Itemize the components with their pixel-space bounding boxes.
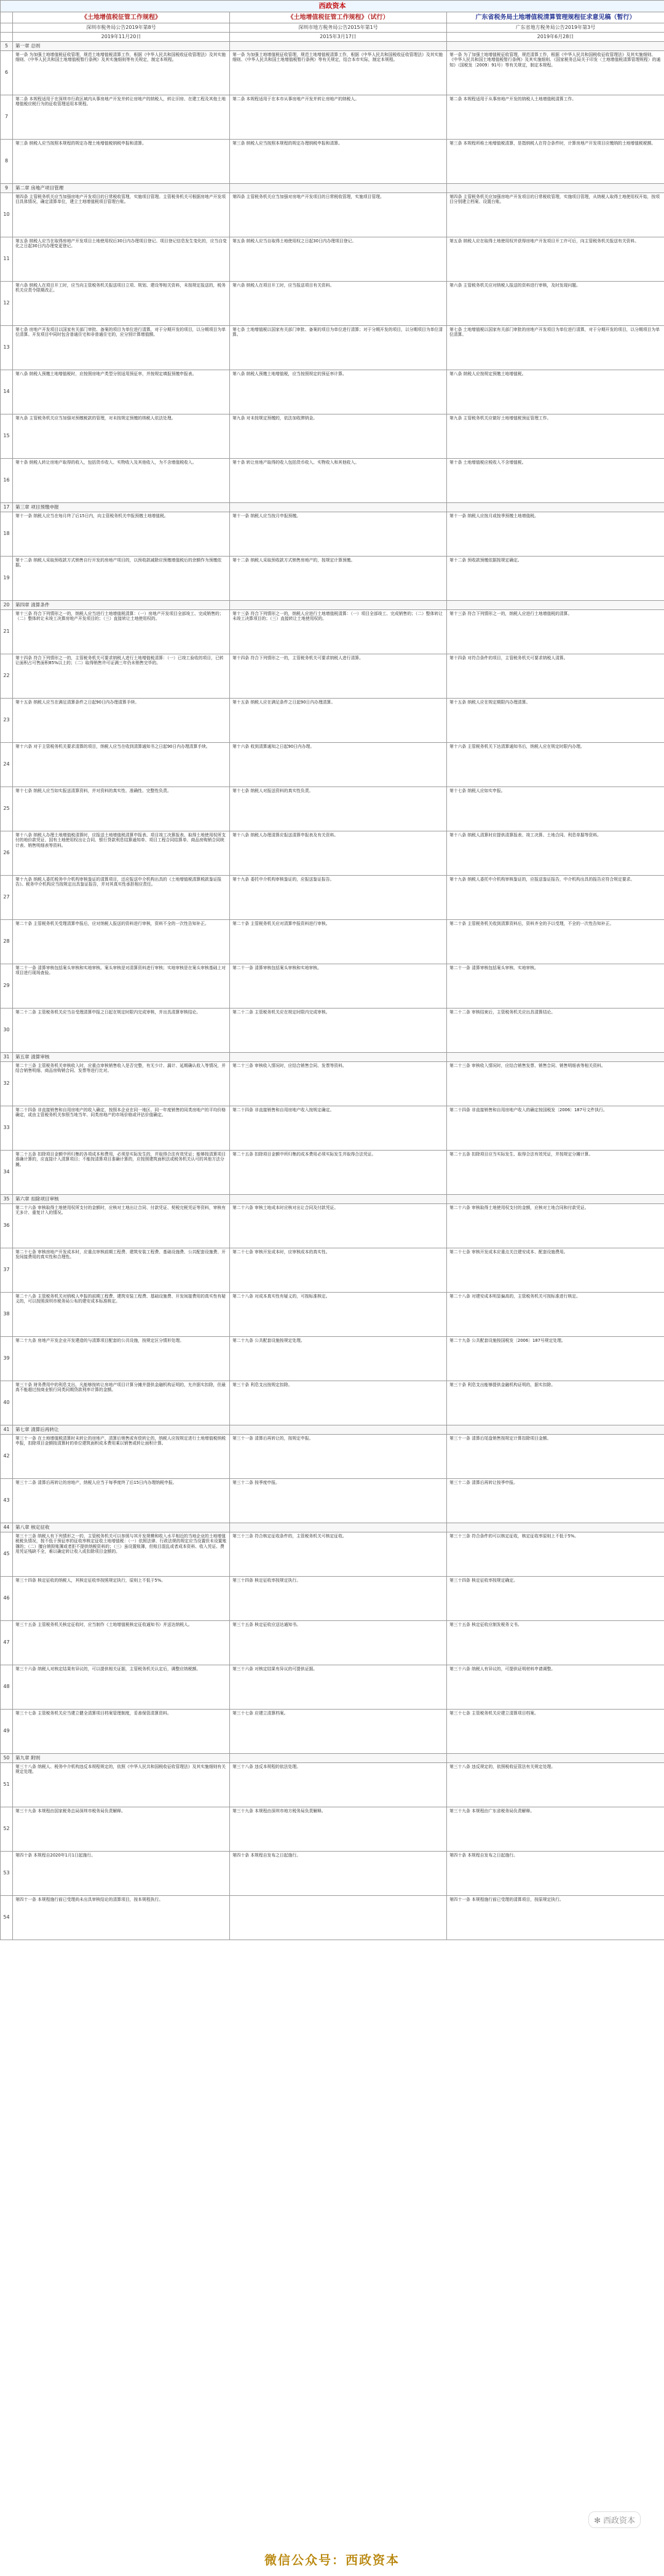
- cell-col-3: [447, 601, 664, 610]
- cell-col-1: 第二十四条 非直接销售和自用房地产的收入确定，按照本企业在同一地区、同一年度销售的同类房地产的平均价格确定，或由主管税务机关参照当地当年、同类房地产的市场价格或评估价值确定。: [13, 1106, 230, 1151]
- cell-col-2: 第三十条 利息支出按规定扣除。: [230, 1381, 447, 1425]
- banner-title: 西政资本: [1, 1, 664, 12]
- row-number: 16: [1, 459, 13, 503]
- cell-col-1: 第二章 房地产项目管理: [13, 184, 230, 193]
- cell-col-1: 第八章 核定征收: [13, 1523, 230, 1532]
- cell-col-1: 第二十六条 审核取得土地使用权所支付的金额时，应核对土地出让合同、付款凭证、契税完税凭证等资料，审核有无多计、重复计入的情况。: [13, 1204, 230, 1248]
- row-number: 11: [1, 237, 13, 282]
- row-number: 41: [1, 1425, 13, 1435]
- cell-col-2: 第五条 纳税人应当自取得土地使用权之日起30日内办理项目登记。: [230, 237, 447, 282]
- row-number: 34: [1, 1151, 13, 1195]
- table-row: [1, 610, 664, 654]
- cell-col-1: 第十九条 纳税人委托税务中介机构审核鉴证的清算项目，还应报送中介机构出具的《土地增值税清算税款鉴证报告》。税务中介机构应当按规定出具鉴证报告，并对其真实性承担相应责任。: [13, 876, 230, 920]
- cell-col-2: [230, 1053, 447, 1062]
- cell-col-2: 第三十一条 清算后再转让的，按规定申报。: [230, 1435, 447, 1479]
- cell-col-3: 第四十条 本规程自发布之日起施行。: [447, 1852, 664, 1896]
- cell-col-2: 第二十条 主管税务机关应对清算申报资料进行审核。: [230, 920, 447, 964]
- cell-col-3: 第一条 为了加强土地增值税征收管理，规范清算工作，根据《中华人民共和国税收征收管理法》及其实施细则、《中华人民共和国土地增值税暂行条例》及其实施细则、《国家税务总局关于印发〈土地增值税清算管理规程〉的通知》（国税发〔2009〕91号）等有关规定，制定本规程。: [447, 51, 664, 95]
- row-number: 22: [1, 654, 13, 699]
- cell-col-1: 第十五条 纳税人应当在满足清算条件之日起90日内办理清算手续。: [13, 699, 230, 743]
- table-row: [1, 1710, 664, 1754]
- cell-col-2: 第九条 对未按规定预缴的，依法加收滞纳金。: [230, 414, 447, 459]
- cell-col-1: 第四条 主管税务机关应当加强房地产开发项目的日常税收管理，实施项目管理。主管税务机关可根据房地产开发项目具体情况，确定清算单位，建立土地增值税项目管理台账。: [13, 193, 230, 237]
- cell-col-3: 第三十三条 符合条件的可以核定征收，核定征收率原则上不低于5%。: [447, 1532, 664, 1577]
- table-row: [1, 512, 664, 557]
- table-row: [1, 1532, 664, 1577]
- table-row: [1, 787, 664, 831]
- row-number: 12: [1, 282, 13, 326]
- row-number: 25: [1, 787, 13, 831]
- row-number: 38: [1, 1293, 13, 1337]
- cell-col-2: [230, 601, 447, 610]
- section-row: [1, 1053, 664, 1062]
- source-row: [1, 23, 664, 33]
- cell-col-2: 第八条 纳税人预缴土地增值税，应当按照规定的预征率计算。: [230, 370, 447, 414]
- column-date-3: 2019年6月28日: [447, 33, 664, 42]
- cell-col-2: 第二十六条 审核土地成本时应核对出让合同及付款凭证。: [230, 1204, 447, 1248]
- cell-col-2: 第十七条 纳税人对报送资料的真实性负责。: [230, 787, 447, 831]
- table-row: [1, 1665, 664, 1710]
- row-number: 53: [1, 1852, 13, 1896]
- cell-col-1: 第五条 纳税人应当在取得房地产开发项目土地使用权后30日内办理项目登记。项目登记信息发生变化的，应当自变化之日起30日内办理变更登记。: [13, 237, 230, 282]
- cell-col-3: 第十二条 预收款预缴依据按规定确定。: [447, 557, 664, 601]
- column-date-2: 2015年3月17日: [230, 33, 447, 42]
- column-source-3: 广东省地方税务局公告2019年第3号: [447, 23, 664, 33]
- row-number: 48: [1, 1665, 13, 1710]
- source-num-cell: [1, 23, 13, 33]
- date-num-cell: [1, 33, 13, 42]
- cell-col-3: [447, 1195, 664, 1204]
- cell-col-1: 第三条 纳税人应当按照本规程的规定办理土地增值税纳税申报和清算。: [13, 140, 230, 184]
- watermark-badge: [588, 2511, 641, 2528]
- cell-col-2: 第二十八条 对成本真实性有疑义的，可按标准核定。: [230, 1293, 447, 1337]
- cell-col-3: [447, 42, 664, 51]
- chat-bubble-icon: ✻: [594, 2516, 601, 2526]
- row-number: 50: [1, 1754, 13, 1763]
- cell-col-2: 第二十四条 非直接销售和自用房地产收入按规定确定。: [230, 1106, 447, 1151]
- row-number: 20: [1, 601, 13, 610]
- table-row: [1, 414, 664, 459]
- table-row: [1, 282, 664, 326]
- table-row: [1, 140, 664, 184]
- row-number: 35: [1, 1195, 13, 1204]
- column-source-2: 深圳市地方税务局公告2015年第1号: [230, 23, 447, 33]
- cell-col-3: [447, 1425, 664, 1435]
- cell-col-2: 第三十三条 符合核定征收条件的，主管税务机关可核定征收。: [230, 1532, 447, 1577]
- row-number: 39: [1, 1337, 13, 1381]
- cell-col-2: 第二十一条 清算审核包括案头审核和实地审核。: [230, 964, 447, 1009]
- cell-col-2: 第四条 主管税务机关应当加强对房地产开发项目的日常税收管理，实施项目管理。: [230, 193, 447, 237]
- cell-col-3: 第十九条 纳税人委托中介机构审核鉴证的，应报送鉴证报告，中介机构出具的报告应符合规定要求。: [447, 876, 664, 920]
- section-row: [1, 601, 664, 610]
- cell-col-1: 第十一条 纳税人应当在每月终了后15日内，向主管税务机关申报预缴土地增值税。: [13, 512, 230, 557]
- table-row: [1, 1293, 664, 1337]
- cell-col-1: 第二十七条 审核房地产开发成本时，应重点审核前期工程费、建筑安装工程费、基础设施费、公共配套设施费、开发间接费用的真实性和合理性。: [13, 1248, 230, 1293]
- cell-col-3: 第八条 纳税人应按规定预缴土地增值税。: [447, 370, 664, 414]
- table-row: [1, 920, 664, 964]
- row-number: 33: [1, 1106, 13, 1151]
- cell-col-1: 第十三条 符合下列情形之一的，纳税人应当进行土地增值税清算：（一）房地产开发项目全部竣工、完成销售的；（二）整体转让未竣工决算房地产开发项目的；（三）直接转让土地使用权的。: [13, 610, 230, 654]
- cell-col-3: 第三十六条 纳税人有异议的，可提供证明材料申请调整。: [447, 1665, 664, 1710]
- cell-col-2: [230, 1195, 447, 1204]
- table-row: [1, 1381, 664, 1425]
- cell-col-3: 第二十六条 审核取得土地使用权支付的金额，应核对土地合同和付款凭证。: [447, 1204, 664, 1248]
- cell-col-1: 第三十一条 在土地增值税清算时未转让的房地产，清算后销售或有偿转让的，纳税人应按规定进行土地增值税纳税申报，扣除项目金额按清算时的单位建筑面积成本费用乘以销售或转让面积计算。: [13, 1435, 230, 1479]
- cell-col-1: 第九条 主管税务机关应当加强对预缴税款的管理，对未按规定预缴的纳税人依法处理。: [13, 414, 230, 459]
- cell-col-1: 第二条 本规程适用于在深圳市行政区域内从事房地产开发并转让房地产的纳税人，转让旧房、在建工程及其他土地增值税应税行为的征收管理适用本规程。: [13, 95, 230, 140]
- row-number: 24: [1, 743, 13, 787]
- footer-text: 微信公众号：西政资本: [264, 2553, 400, 2567]
- row-number: 8: [1, 140, 13, 184]
- cell-col-1: 第十八条 纳税人办理土地增值税清算时，应报送土地增值税清算申报表、项目竣工决算报表、取得土地使用权所支付的地价款凭证、国有土地使用权出让合同、银行贷款利息结算通知单、项目工程合同结算单、商品房购销合同统计表、销售明细表等资料。: [13, 831, 230, 876]
- cell-col-2: 第三十二条 按季度申报。: [230, 1479, 447, 1523]
- cell-col-1: 第二十九条 房地产开发企业开发建造的与清算项目配套的公共设施，按规定区分情形处理。: [13, 1337, 230, 1381]
- table-row: [1, 1621, 664, 1665]
- cell-col-3: 第三十四条 核定征收率按规定确定。: [447, 1577, 664, 1621]
- cell-col-3: 第二十三条 审核收入情况时，应结合销售发票、销售合同、销售明细表等相关资料。: [447, 1062, 664, 1106]
- section-row: [1, 1754, 664, 1763]
- table-row: [1, 237, 664, 282]
- row-number: 45: [1, 1532, 13, 1577]
- row-number: 6: [1, 51, 13, 95]
- cell-col-2: 第十二条 纳税人采取预收款方式销售房地产的，按规定计算预缴。: [230, 557, 447, 601]
- column-source-1: 深圳市税务局公告2019年第8号: [13, 23, 230, 33]
- banner-row: [1, 1, 664, 12]
- cell-col-2: 第十条 转让房地产取得的收入包括货币收入、实物收入和其他收入。: [230, 459, 447, 503]
- header-num-cell: [1, 12, 13, 23]
- cell-col-3: 第二条 本规程适用于从事房地产开发的纳税人土地增值税清算工作。: [447, 95, 664, 140]
- cell-col-3: 第三十一条 清算后尾盘销售按规定计算扣除项目金额。: [447, 1435, 664, 1479]
- cell-col-2: 第三十四条 核定征收率按规定执行。: [230, 1577, 447, 1621]
- cell-col-3: [447, 1053, 664, 1062]
- cell-col-3: 第九条 主管税务机关应做好土地增值税预征管理工作。: [447, 414, 664, 459]
- table-row: [1, 831, 664, 876]
- row-number: 15: [1, 414, 13, 459]
- cell-col-1: 第六条 纳税人在项目开工时，应当向主管税务机关报送项目立项、规划、建设等相关资料，未按规定报送的，税务机关应责令限期改正。: [13, 282, 230, 326]
- column-title-3: 广东省税务局土地增值税清算管理规程征求意见稿（暂行）: [447, 12, 664, 23]
- cell-col-3: 第十八条 纳税人清算时应提供清算报表、竣工决算、土地合同、利息单据等资料。: [447, 831, 664, 876]
- cell-col-2: 第三十九条 本规程由深圳市地方税务局负责解释。: [230, 1807, 447, 1852]
- date-row: [1, 33, 664, 42]
- cell-col-1: 第九章 附则: [13, 1754, 230, 1763]
- table-row: [1, 459, 664, 503]
- table-row: [1, 1009, 664, 1053]
- cell-col-2: 第三十五条 核定征收应送达通知书。: [230, 1621, 447, 1665]
- row-number: 37: [1, 1248, 13, 1293]
- cell-col-2: 第一条 为加强土地增值税征收管理，规范土地增值税清算工作，根据《中华人民共和国税收征收管理法》及其实施细则、《中华人民共和国土地增值税暂行条例》等有关规定，结合本市实际，制定本规程。: [230, 51, 447, 95]
- cell-col-3: [447, 1523, 664, 1532]
- row-number: 13: [1, 326, 13, 370]
- cell-col-2: 第十三条 符合下列情形之一的，纳税人应进行土地增值税清算：（一）项目全部竣工、完成销售的；（二）整体转让未竣工决算项目的；（三）直接转让土地使用权的。: [230, 610, 447, 654]
- column-title-2: 《土地增值税征管工作规程》（试行）: [230, 12, 447, 23]
- cell-col-3: 第十五条 纳税人应在规定期限内办理清算。: [447, 699, 664, 743]
- cell-col-1: 第十二条 纳税人采取预收款方式销售自行开发的房地产项目的，以预收款减除应预缴增值税后的余额作为预缴依据。: [13, 557, 230, 601]
- row-number: 44: [1, 1523, 13, 1532]
- cell-col-3: 第二十条 主管税务机关收到清算资料后，资料齐全的予以受理，不全的一次性告知补正。: [447, 920, 664, 964]
- cell-col-3: 第三十条 利息支出能够提供金融机构证明的，据实扣除。: [447, 1381, 664, 1425]
- table-row: [1, 557, 664, 601]
- cell-col-1: 第三十六条 纳税人对核定结果有异议的，可以提供相关证据，主管税务机关认定后，调整应纳税额。: [13, 1665, 230, 1710]
- table-row: [1, 1435, 664, 1479]
- cell-col-1: 第十七条 纳税人应当如实报送清算资料，并对资料的真实性、准确性、完整性负责。: [13, 787, 230, 831]
- cell-col-1: 第三十四条 核定征收的纳税人，其核定征收率按照规定执行，原则上不低于5%。: [13, 1577, 230, 1621]
- cell-col-3: 第十条 土地增值税应税收入不含增值税。: [447, 459, 664, 503]
- row-number: 42: [1, 1435, 13, 1479]
- cell-col-2: [230, 42, 447, 51]
- table-row: [1, 193, 664, 237]
- row-number: 9: [1, 184, 13, 193]
- cell-col-2: [230, 1754, 447, 1763]
- cell-col-3: 第三条 本规程所称土地增值税清算，是指纳税人在符合条件时，计算房地产开发项目应缴纳的土地增值税税额。: [447, 140, 664, 184]
- cell-col-2: 第十六条 收到清算通知之日起90日内办理。: [230, 743, 447, 787]
- cell-col-1: 第二十八条 主管税务机关对纳税人申报的前期工程费、建筑安装工程费、基础设施费、开发间接费用的真实性有疑义的，可以按照深圳市税务局公布的建安成本标准核定。: [13, 1293, 230, 1337]
- cell-col-1: 第十四条 符合下列情形之一的，主管税务机关可要求纳税人进行土地增值税清算：（一）已竣工验收的项目，已转让面积占可售面积85%以上的；（二）取得销售许可证满三年仍未销售完毕的。: [13, 654, 230, 699]
- row-number: 36: [1, 1204, 13, 1248]
- cell-col-3: [447, 184, 664, 193]
- row-number: 23: [1, 699, 13, 743]
- cell-col-2: 第二十二条 主管税务机关应在规定时限内完成审核。: [230, 1009, 447, 1053]
- cell-col-1: 第七条 房地产开发项目以国家有关部门审批、备案的项目为单位进行清算，对于分期开发的项目，以分期项目为单位清算。开发项目中同时包含普通住宅和非普通住宅的，应分别计算增值额。: [13, 326, 230, 370]
- cell-col-3: 第十六条 主管税务机关下达清算通知书后，纳税人应在规定时限内办理。: [447, 743, 664, 787]
- table-row: [1, 1204, 664, 1248]
- section-row: [1, 1523, 664, 1532]
- cell-col-3: 第三十二条 清算后再转让按季申报。: [447, 1479, 664, 1523]
- section-row: [1, 503, 664, 512]
- cell-col-1: 第三十条 财务费用中的利息支出，凡能够按转让房地产项目计算分摊并提供金融机构证明的，允许据实扣除，但最高不能超过按商业银行同类同期贷款利率计算的金额。: [13, 1381, 230, 1425]
- cell-col-2: 第四十条 本规程自发布之日起施行。: [230, 1852, 447, 1896]
- cell-col-1: 第六章 扣除项目审核: [13, 1195, 230, 1204]
- cell-col-1: 第十六条 对于主管税务机关要求清算的项目，纳税人应当在收到清算通知书之日起90日内办理清算手续。: [13, 743, 230, 787]
- cell-col-1: 第七章 清算后再转让: [13, 1425, 230, 1435]
- cell-col-1: 第三十二条 清算后再转让的房地产，纳税人应当于每季度终了后15日内办理纳税申报。: [13, 1479, 230, 1523]
- table-row: [1, 876, 664, 920]
- cell-col-3: [447, 1754, 664, 1763]
- cell-col-2: 第二十五条 扣除项目金额中所归集的成本费用必须实际发生并取得合法凭证。: [230, 1151, 447, 1195]
- cell-col-3: 第四条 主管税务机关应加强房地产开发项目的日常税收管理，实施项目管理，从纳税人取得土地使用权开始，按项目分别建立档案、设置台账。: [447, 193, 664, 237]
- row-number: 54: [1, 1896, 13, 1940]
- cell-col-2: [230, 1425, 447, 1435]
- cell-col-2: 第十四条 符合下列情形之一的，主管税务机关可要求纳税人进行清算。: [230, 654, 447, 699]
- cell-col-1: 第二十二条 主管税务机关应当自受理清算申报之日起在规定时限内完成审核，并出具清算审核结论。: [13, 1009, 230, 1053]
- cell-col-1: 第四十条 本规程自2020年1月1日起施行。: [13, 1852, 230, 1896]
- row-number: 47: [1, 1621, 13, 1665]
- cell-col-1: 第四十一条 本规程施行前已受理尚未出具审核结论的清算项目，按本规程执行。: [13, 1896, 230, 1940]
- table-row: [1, 1062, 664, 1106]
- cell-col-3: 第三十五条 核定征收应制发税务文书。: [447, 1621, 664, 1665]
- row-number: 28: [1, 920, 13, 964]
- table-row: [1, 1896, 664, 1940]
- cell-col-2: [230, 503, 447, 512]
- footer-bar: [0, 2539, 664, 2576]
- cell-col-1: 第三十五条 主管税务机关核定征收时，应当制作《土地增值税核定征收通知书》并送达纳税人。: [13, 1621, 230, 1665]
- cell-col-3: 第六条 主管税务机关应对纳税人报送的资料进行审核，及时发现问题。: [447, 282, 664, 326]
- cell-col-1: 第三十九条 本规程由国家税务总局深圳市税务局负责解释。: [13, 1807, 230, 1852]
- section-row: [1, 1195, 664, 1204]
- table-row: [1, 699, 664, 743]
- cell-col-3: 第二十七条 审核开发成本应重点关注建安成本、配套设施费用。: [447, 1248, 664, 1293]
- table-row: [1, 654, 664, 699]
- table-row: [1, 95, 664, 140]
- table-row: [1, 1479, 664, 1523]
- table-row: [1, 326, 664, 370]
- row-number: 26: [1, 831, 13, 876]
- row-number: 7: [1, 95, 13, 140]
- cell-col-1: 第五章 清算审核: [13, 1053, 230, 1062]
- cell-col-1: 第二十五条 扣除项目金额中所归集的各项成本和费用，必须是实际发生的，并取得合法有效凭证；能够按清算项目准确计算的，应直接计入清算项目；不能按清算项目准确计算的，应按照建筑面积法或税务机关认可的其他方法分摊。: [13, 1151, 230, 1195]
- cell-col-3: 第十一条 纳税人应按月或按季预缴土地增值税。: [447, 512, 664, 557]
- row-number: 43: [1, 1479, 13, 1523]
- cell-col-2: 第三十七条 应建立清算档案。: [230, 1710, 447, 1754]
- table-row: [1, 1852, 664, 1896]
- cell-col-2: 第三十六条 对核定结果有异议的可提供证据。: [230, 1665, 447, 1710]
- section-row: [1, 1425, 664, 1435]
- cell-col-3: 第十七条 纳税人应如实申报。: [447, 787, 664, 831]
- cell-col-2: 第二十七条 审核开发成本时，应审核成本的真实性。: [230, 1248, 447, 1293]
- cell-col-3: 第二十四条 非直接销售和自用房地产收入的确定按国税发〔2006〕187号文件执行。: [447, 1106, 664, 1151]
- cell-col-1: 第四章 清算条件: [13, 601, 230, 610]
- cell-col-3: 第十四条 对符合条件的项目，主管税务机关可要求纳税人清算。: [447, 654, 664, 699]
- cell-col-3: 第三十九条 本规程由广东省税务局负责解释。: [447, 1807, 664, 1852]
- row-number: 5: [1, 42, 13, 51]
- cell-col-2: 第三条 纳税人应当按照本规程的规定办理纳税申报和清算。: [230, 140, 447, 184]
- row-number: 31: [1, 1053, 13, 1062]
- cell-col-2: 第十八条 纳税人办理清算应报送清算申报表及有关资料。: [230, 831, 447, 876]
- table-row: [1, 1807, 664, 1852]
- row-number: 52: [1, 1807, 13, 1852]
- cell-col-1: 第十条 纳税人转让房地产取得的收入，包括货币收入、实物收入及其他收入，为不含增值税收入。: [13, 459, 230, 503]
- cell-col-2: 第三十八条 违反本规程的依法处理。: [230, 1763, 447, 1807]
- cell-col-2: 第十一条 纳税人应当按月申报预缴。: [230, 512, 447, 557]
- cell-col-2: [230, 1896, 447, 1940]
- row-number: 27: [1, 876, 13, 920]
- cell-col-1: 第二十三条 主管税务机关审核收入时，应重点审核销售收入是否完整，有无少计、漏计、延期确认收入等情况，并结合销售明细、商品房购销合同、发票等进行比对。: [13, 1062, 230, 1106]
- table-row: [1, 1577, 664, 1621]
- cell-col-3: 第二十一条 清算审核包括案头审核、实地审核。: [447, 964, 664, 1009]
- cell-col-2: 第十九条 委托中介机构审核鉴证的，应报送鉴证报告。: [230, 876, 447, 920]
- table-row: [1, 964, 664, 1009]
- row-number: 17: [1, 503, 13, 512]
- row-number: 10: [1, 193, 13, 237]
- cell-col-3: 第二十九条 公共配套设施按国税发〔2006〕187号规定处理。: [447, 1337, 664, 1381]
- cell-col-3: 第十三条 符合下列情形之一的，纳税人应进行土地增值税的清算。: [447, 610, 664, 654]
- row-number: 30: [1, 1009, 13, 1053]
- cell-col-2: [230, 184, 447, 193]
- cell-col-3: 第四十一条 本规程施行前已受理的清算项目，按原规定执行。: [447, 1896, 664, 1940]
- row-number: 19: [1, 557, 13, 601]
- cell-col-3: 第二十八条 对建安成本明显偏高的，主管税务机关可按标准进行核定。: [447, 1293, 664, 1337]
- cell-col-3: 第三十八条 违反规定的，依照税收征管法有关规定处理。: [447, 1763, 664, 1807]
- cell-col-2: 第二十九条 公共配套设施按规定处理。: [230, 1337, 447, 1381]
- watermark-text: 西政资本: [603, 2516, 635, 2526]
- cell-col-1: 第一章 总则: [13, 42, 230, 51]
- cell-col-2: 第六条 纳税人在项目开工时，应当报送项目有关资料。: [230, 282, 447, 326]
- cell-col-1: 第二十一条 清算审核包括案头审核和实地审核。案头审核是对清算资料进行审核；实地审核是在案头审核基础上对项目进行现场查验。: [13, 964, 230, 1009]
- cell-col-1: 第一条 为加强土地增值税征收管理，规范土地增值税清算工作，根据《中华人民共和国税收征收管理法》及其实施细则、《中华人民共和国土地增值税暂行条例》及其实施细则等有关规定，制定本规程。: [13, 51, 230, 95]
- table-row: [1, 1337, 664, 1381]
- cell-col-2: [230, 1523, 447, 1532]
- cell-col-1: 第三十三条 纳税人有下列情形之一的，主管税务机关可以参照与其开发规模和收入水平相近的当地企业的土地增值税税负情况，按不低于预征率的征收率核定征收土地增值税：（一）依照法律、行政法规的规定应当设置但未设置账簿的；（二）擅自销毁账簿或者拒不提供纳税资料的；（三）虽设置账簿，但账目混乱或者成本资料、收入凭证、费用凭证残缺不全，难以确定转让收入或扣除项目金额的。: [13, 1532, 230, 1577]
- cell-col-3: 第三十七条 主管税务机关应建立清算项目档案。: [447, 1710, 664, 1754]
- row-number: 14: [1, 370, 13, 414]
- row-number: 29: [1, 964, 13, 1009]
- row-number: 40: [1, 1381, 13, 1425]
- row-number: 49: [1, 1710, 13, 1754]
- cell-col-1: 第八条 纳税人预缴土地增值税时，应按照房地产类型分别适用预征率，并按规定填报预缴申报表。: [13, 370, 230, 414]
- cell-col-1: 第三章 项目预缴申报: [13, 503, 230, 512]
- table-row: [1, 1151, 664, 1195]
- row-number: 18: [1, 512, 13, 557]
- cell-col-1: 第二十条 主管税务机关受理清算申报后，应对纳税人报送的资料进行审核，资料不全的一次性告知补正。: [13, 920, 230, 964]
- cell-col-2: 第十五条 纳税人应在满足条件之日起90日内办理清算。: [230, 699, 447, 743]
- column-title-1: 《土地增值税征管工作规程》: [13, 12, 230, 23]
- header-row: [1, 12, 664, 23]
- row-number: 46: [1, 1577, 13, 1621]
- cell-col-1: 第三十八条 纳税人、税务中介机构违反本规程规定的，依照《中华人民共和国税收征收管理法》及其实施细则有关规定处理。: [13, 1763, 230, 1807]
- table-row: [1, 1248, 664, 1293]
- table-row: [1, 743, 664, 787]
- row-number: 51: [1, 1763, 13, 1807]
- cell-col-3: [447, 503, 664, 512]
- cell-col-1: 第三十七条 主管税务机关应当建立健全清算项目档案管理制度，妥善保管清算资料。: [13, 1710, 230, 1754]
- table-row: [1, 1106, 664, 1151]
- section-row: [1, 184, 664, 193]
- row-number: 32: [1, 1062, 13, 1106]
- table-row: [1, 1763, 664, 1807]
- section-row: [1, 42, 664, 51]
- cell-col-2: 第七条 土地增值税以国家有关部门审批、备案的项目为单位进行清算；对于分期开发的项目，以分期项目为单位清算。: [230, 326, 447, 370]
- row-number: 21: [1, 610, 13, 654]
- cell-col-3: 第七条 土地增值税以国家有关部门审批的房地产开发项目为单位进行清算，对于分期开发的项目，以分期项目为单位清算。: [447, 326, 664, 370]
- table-row: [1, 51, 664, 95]
- cell-col-3: 第二十二条 审核结束后，主管税务机关应出具清算结论。: [447, 1009, 664, 1053]
- cell-col-3: 第二十五条 扣除项目应当实际发生、取得合法有效凭证，并按规定分摊计算。: [447, 1151, 664, 1195]
- cell-col-2: 第二条 本规程适用于在本市从事房地产开发并转让房地产的纳税人。: [230, 95, 447, 140]
- column-date-1: 2019年11月20日: [13, 33, 230, 42]
- cell-col-3: 第五条 纳税人应在取得土地使用权并获得房地产开发项目开工许可后，向主管税务机关报送有关资料。: [447, 237, 664, 282]
- table-row: [1, 370, 664, 414]
- cell-col-2: 第二十三条 审核收入情况时，应结合销售合同、发票等资料。: [230, 1062, 447, 1106]
